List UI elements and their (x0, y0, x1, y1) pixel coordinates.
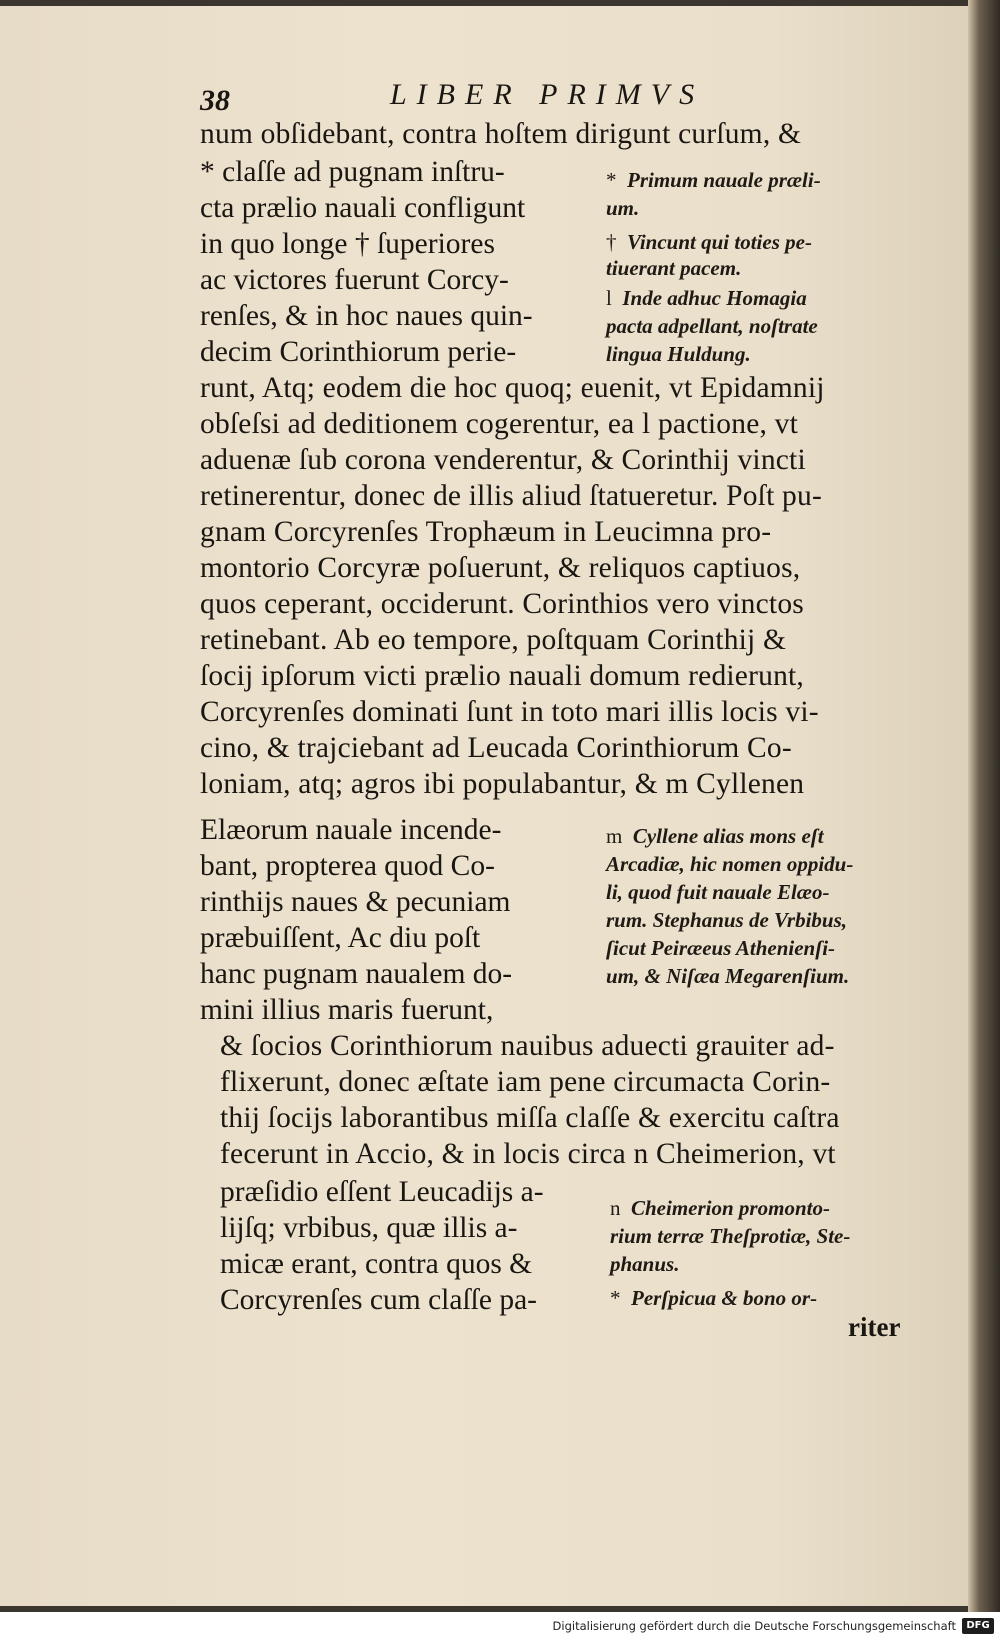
marginal-note-cont: um. (606, 196, 640, 220)
marginal-note-cont: Arcadiæ, hic nomen oppidu- (606, 852, 854, 876)
marginal-note: m Cyllene alias mons eſt (606, 824, 824, 848)
column-line: lijſq; vrbibus, quæ illis a- (220, 1212, 518, 1244)
column-line: mini illius maris fuerunt, (200, 994, 494, 1026)
body-line: retinerentur, donec de illis aliud ſtatueretur. Poſt pu- (200, 480, 822, 512)
body-line: retinebant. Ab eo tempore, poſtquam Corinthij & (200, 624, 787, 656)
column-line: cta prælio nauali confligunt (200, 192, 526, 224)
column-line: * claſſe ad pugnam inſtru- (200, 156, 505, 188)
body-line: fecerunt in Accio, & in locis circa n Cheimerion, vt (220, 1138, 836, 1170)
body-line: runt, Atq; eodem die hoc quoq; euenit, vt Epidamnij (200, 372, 825, 404)
column-line: præſidio eſſent Leucadijs a- (220, 1176, 544, 1208)
page-number: 38 (200, 84, 230, 117)
body-line: aduenæ ſub corona venderentur, & Corinthij vincti (200, 444, 806, 476)
column-line: hanc pugnam naualem do- (200, 958, 513, 990)
column-line: Elæorum nauale incende- (200, 814, 502, 846)
body-line: cino, & trajciebant ad Leucada Corinthiorum Co- (200, 732, 792, 764)
column-line: decim Corinthiorum perie- (200, 336, 517, 368)
marginal-note-cont: tiuerant pacem. (606, 256, 742, 280)
marginal-note: n Cheimerion promonto- (610, 1196, 830, 1220)
column-line: rinthijs naues & pecuniam (200, 886, 511, 918)
body-line: gnam Corcyrenſes Trophæum in Leucimna pro- (200, 516, 772, 548)
column-line: bant, propterea quod Co- (200, 850, 495, 882)
body-line: num obſidebant, contra hoſtem dirigunt curſum, & (200, 118, 802, 150)
book-page (0, 6, 968, 1606)
funding-notice: Digitalisierung gefördert durch die Deutsche Forschungsgemeinschaft (552, 1619, 956, 1633)
marginal-note-cont: rium terræ Theſprotiæ, Ste- (610, 1224, 851, 1248)
column-line: præbuiſſent, Ac diu poſt (200, 922, 481, 954)
body-line: quos ceperant, occiderunt. Corinthios vero vinctos (200, 588, 804, 620)
marginal-note-cont: phanus. (610, 1252, 680, 1276)
body-line: thij ſocijs laborantibus miſſa claſſe & exercitu caſtra (220, 1102, 840, 1134)
body-line: ſocij ipſorum victi prælio nauali domum redierunt, (200, 660, 804, 692)
column-line: renſes, & in hoc naues quin- (200, 300, 533, 332)
body-line: obſeſsi ad deditionem cogerentur, ea l pactione, vt (200, 408, 798, 440)
marginal-note: l Inde adhuc Homagia (606, 286, 807, 310)
dfg-logo: DFG (962, 1618, 994, 1634)
catchword: riter (848, 1312, 901, 1342)
marginal-note-cont: ſicut Peiræeus Athenienſi- (606, 936, 836, 960)
body-line: Corcyrenſes dominati ſunt in toto mari illis locis vi- (200, 696, 819, 728)
column-line: ac victores fuerunt Corcy- (200, 264, 509, 296)
marginal-note-cont: rum. Stephanus de Vrbibus, (606, 908, 848, 932)
book-spine-edge (968, 0, 1000, 1612)
marginal-note-cont: pacta adpellant, noſtrate (606, 314, 818, 338)
body-line: & ſocios Corinthiorum nauibus aduecti grauiter ad- (220, 1030, 835, 1062)
marginal-note: * Perſpicua & bono or- (610, 1286, 818, 1310)
running-title: LIBER PRIMVS (390, 78, 705, 111)
footer-bar (0, 1612, 1000, 1641)
marginal-note: * Primum nauale præli- (606, 168, 821, 192)
body-line: loniam, atq; agros ibi populabantur, & m Cyllenen (200, 768, 805, 800)
marginal-note-cont: um, & Niſæa Megarenſium. (606, 964, 850, 988)
body-line: flixerunt, donec æſtate iam pene circumacta Corin- (220, 1066, 831, 1098)
column-line: micæ erant, contra quos & (220, 1248, 533, 1280)
column-line: Corcyrenſes cum claſſe pa- (220, 1284, 537, 1316)
body-line: montorio Corcyræ poſuerunt, & reliquos captiuos, (200, 552, 801, 584)
column-line: in quo longe † ſuperiores (200, 228, 495, 260)
marginal-note: † Vincunt qui toties pe- (606, 230, 812, 254)
marginal-note-cont: li, quod fuit nauale Elæo- (606, 880, 830, 904)
marginal-note-cont: lingua Huldung. (606, 342, 751, 366)
running-head (200, 78, 900, 118)
